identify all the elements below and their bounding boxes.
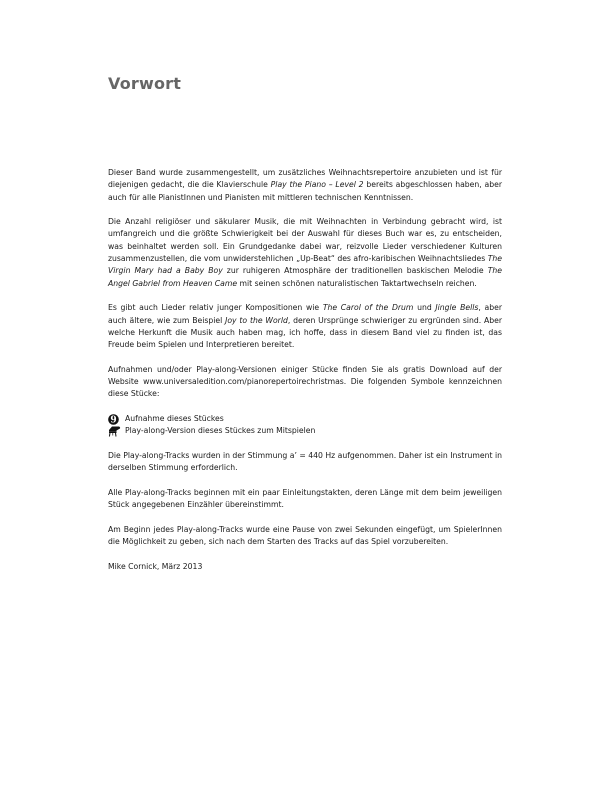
song-title: The Virgin Mary had a Baby Boy bbox=[108, 254, 502, 276]
page-title: Vorwort bbox=[108, 74, 182, 93]
song-title: The Carol of the Drum bbox=[322, 303, 414, 313]
paragraph-intro-bars: Alle Play-along-Tracks beginnen mit ein paar Einleitungstakten, deren Länge mit dem beim jeweiligen Stück angegebenen Einzähler übereinstimmt. bbox=[108, 487, 502, 510]
text-run: zur ruhigeren Atmosphäre der traditionellen baskischen Melodie bbox=[222, 266, 488, 276]
paragraph-selection bbox=[108, 216, 502, 290]
recording-symbol-icon bbox=[108, 413, 121, 425]
song-title: Jingle Bells bbox=[435, 303, 479, 313]
legend-label-recording: Aufnahme dieses Stückes bbox=[125, 413, 224, 423]
book-title: Play the Piano – Level 2 bbox=[270, 180, 364, 190]
song-title: The Angel Gabriel from Heaven Came bbox=[108, 266, 502, 288]
signature: Mike Cornick, März 2013 bbox=[108, 561, 203, 571]
text-run: Die Anzahl religiöser und säkularer Musik, die mit Weihnachten in Verbindung gebracht wird, ist umfangreich und die größte Schwierigkeit bei der Auswahl für dieses Buch war es, zu entscheiden, was beinhaltet werden soll. Ein Grundgedanke dabei war, reizvolle Lieder verschiedener Kulturen zusammenzustellen, die vom unwiderstehlichen „Up-Beat“ des afro-karibischen Weihnachtsliedes bbox=[108, 217, 502, 264]
paragraph-downloads: Aufnahmen und/oder Play-along-Versionen einiger Stücke finden Sie als gratis Download auf der Website www.universaledition.com/pianorepertoirechristmas. Die folgenden Symbole kennzeichnen diese Stücke: bbox=[108, 364, 502, 399]
paragraph-songs bbox=[108, 302, 502, 351]
paragraph-tuning: Die Play-along-Tracks wurden in der Stimmung a’ = 440 Hz aufgenommen. Daher ist ein Instrument in derselben Stimmung erforderlich. bbox=[108, 450, 502, 473]
paragraph-intro bbox=[108, 167, 502, 204]
text-run: bereits abgeschlossen haben, aber auch für alle PianistInnen und Pianisten mit mittleren technischen Kenntnissen. bbox=[108, 180, 503, 202]
preface-body bbox=[108, 167, 502, 585]
text-run: Es gibt auch Lieder relativ junger Kompositionen wie bbox=[108, 303, 323, 313]
text-run: Dieser Band wurde zusammengestellt, um zusätzliches Weihnachtsrepertoire anzubieten und ist für diejenigen gedacht, die die Klavierschule bbox=[108, 168, 502, 190]
text-run: mit seinen schönen naturalistischen Taktartwechseln reichen. bbox=[237, 278, 477, 288]
legend-item-playalong bbox=[108, 425, 502, 437]
text-run: , aber auch ältere, wie zum Beispiel bbox=[108, 303, 502, 325]
grand-piano-icon bbox=[108, 425, 121, 437]
symbol-legend bbox=[108, 413, 502, 438]
text-run: und bbox=[413, 303, 436, 313]
legend-label-playalong: Play-along-Version dieses Stückes zum Mitspielen bbox=[125, 426, 316, 436]
paragraph-pause: Am Beginn jedes Play-along-Tracks wurde eine Pause von zwei Sekunden eingefügt, um SpielerInnen die Möglichkeit zu geben, sich nach dem Starten des Tracks auf das Spiel vorzubereiten. bbox=[108, 524, 502, 546]
text-run: , deren Ursprünge schwieriger zu ergründen sind. Aber welche Herkunft die Musik auch haben mag, ich hoffe, dass in diesem Band viel zu finden ist, das Freude beim Spielen und Interpretieren bereitet. bbox=[108, 315, 502, 350]
svg-text:9: 9 bbox=[110, 415, 117, 425]
song-title: Joy to the World bbox=[225, 315, 288, 325]
legend-item-recording bbox=[108, 413, 502, 425]
